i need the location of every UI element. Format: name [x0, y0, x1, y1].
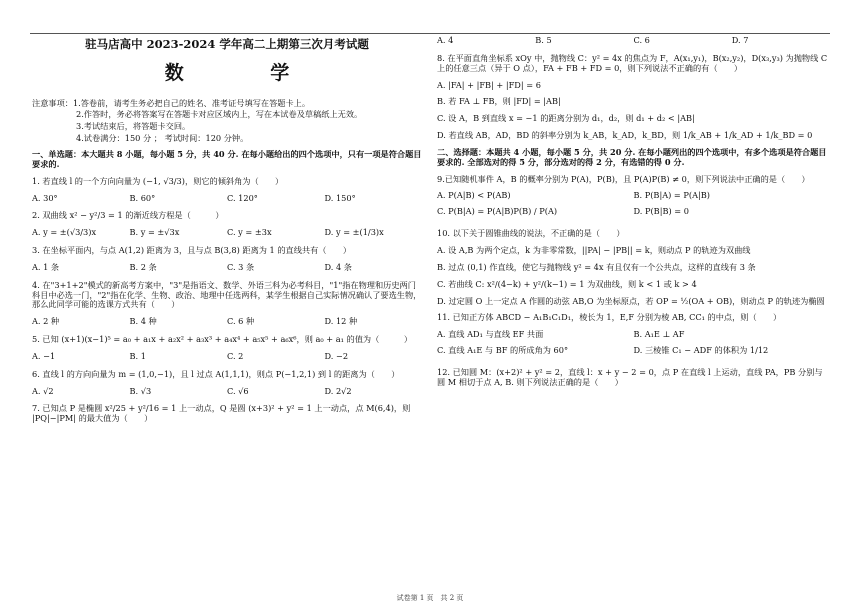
question-11-options: [437, 330, 830, 362]
option-b: B. y = ±√3x: [129, 227, 180, 238]
option-b: B. A₁E ⊥ AF: [633, 329, 685, 340]
option-d: D. 150°: [324, 192, 356, 203]
option-d: D. 三棱锥 C₁ − ADF 的体积为 1/12: [633, 345, 769, 356]
option-a: A. 直线 AD₁ 与直线 EF 共面: [437, 329, 544, 340]
option-d: D. 7: [731, 35, 749, 45]
option-b: B. 若 FA ⊥ FB，则 |FD| = |AB|: [437, 96, 561, 107]
question-5: 5. 已知 (x+1)(x−1)⁵ = a₀ + a₁x + a₂x² + a₃x³ + a₄x⁴ + a₅x⁵ + a₆x⁶，则 a₀ + a₁ 的值为（ ）: [32, 334, 413, 345]
option-b: B. 过点 (0,1) 作直线，使它与抛物线 y² = 4x 有且仅有一个公共点，这样的直线有 3 条: [437, 261, 756, 272]
notice-line: 3.考试结束后，将答题卡交回。: [76, 121, 191, 132]
option-d: D. 2√2: [324, 385, 352, 396]
subject-title: 数 学: [164, 61, 330, 84]
option-d: D. y = ±(1/3)x: [324, 227, 384, 238]
question-7: 7. 已知点 P 是椭圆 x²/25 + y²/16 = 1 上一动点，Q 是圆 (x+3)² + y² = 1 上一动点，点 M(6,4)，则 |PQ|−|PM| 的最大值为（ ）: [32, 403, 411, 424]
option-d: D. 若直线 AB，AD，BD 的斜率分别为 k_AB，k_AD，k_BD，则 1/k_AB + 1/k_AD + 1/k_BD = 0: [437, 130, 813, 141]
option-d: D. −2: [324, 350, 349, 361]
question-10: 10. 以下关于圆锥曲线的说法，不正确的是（ ）: [437, 228, 625, 239]
option-c: C. 若曲线 C: x²/(4−k) + y²/(k−1) = 1 为双曲线，则 k < 1 或 k > 4: [437, 278, 697, 289]
option-b: B. 4 种: [129, 316, 157, 327]
option-c: C. 直线 A₁E 与 BF 的所成角为 60°: [437, 345, 569, 356]
option-a: A. 设 A,B 为两个定点，k 为非零常数，||PA| − |PB|| = k，则动点 P 的轨迹为双曲线: [437, 244, 751, 255]
question-1: 1. 若直线 l 的一个方向向量为 (−1, √3/3)，则它的倾斜角为（ ）: [32, 175, 284, 186]
option-b: B. 2 条: [129, 261, 157, 272]
question-5-options: [32, 352, 422, 362]
option-c: C. 120°: [227, 192, 258, 203]
question-3-options: [32, 263, 422, 273]
question-3: 3. 在坐标平面内，与点 A(1,2) 距离为 3，且与点 B(3,8) 距离为 1 的直线共有（ ）: [32, 245, 352, 256]
question-9-options: [437, 191, 830, 223]
option-c: C. P(B|A) = P(A|B)P(B) / P(A): [437, 206, 558, 217]
question-2-options: [32, 228, 422, 238]
option-a: A. 2 种: [32, 316, 60, 327]
option-d: D. 12 种: [324, 316, 358, 327]
option-a: A. 4: [437, 35, 454, 45]
option-c: C. 6 种: [227, 316, 255, 327]
right-column: [437, 36, 830, 395]
option-b: B. √3: [129, 385, 152, 396]
question-4-options: [32, 317, 422, 327]
option-c: C. y = ±3x: [227, 227, 272, 238]
question-12: 12. 已知圆 M：(x+2)² + y² = 2，直线 l：x + y − 2 = 0，点 P 在直线 l 上运动，直线 PA，PB 分别与圆 M 相切于点 A, B. 则下列说法正确的是（ ）: [437, 366, 823, 387]
question-7-options: [437, 36, 830, 46]
question-11: 11. 已知正方体 ABCD − A₁B₁C₁D₁，棱长为 1，E,F 分别为棱 AB, CC₁ 的中点，则（ ）: [437, 312, 782, 323]
option-d: D. 过定圆 O 上一定点 A 作圆的动弦 AB,O 为坐标原点，若 OP = ½(OA + OB)，则动点 P 的轨迹为椭圆: [437, 295, 825, 306]
option-a: A. y = ±(√3/3)x: [32, 227, 97, 238]
question-4: 4. 在"3+1+2"模式的新高考方案中，"3"是指语文、数学、外语三科为必考科目，"1"指在物理和历史两门科目中必选一门，"2"指在化学、生物、政治、地理中任选两科，某学生根据自己实际情况确认了要选生物，那么此同学可能的选课方式共有（ ）: [32, 279, 422, 310]
question-6-options: [32, 387, 422, 397]
question-8: 8. 在平面直角坐标系 xOy 中，抛物线 C：y² = 4x 的焦点为 F，A(x₁,y₁)，B(x₂,y₂)，D(x₃,y₃) 为抛物线 C 上的任意三点（异于 O 点），FA + FB + FD = 0，则下列说法不正确的有（ ）: [437, 52, 828, 73]
option-c: C. 设 A，B 到直线 x = −1 的距离分别为 d₁，d₂，则 d₁ + d₂ < |AB|: [437, 113, 695, 124]
notice-line: 2.作答时，务必将答案写在答题卡对应区域内上，写在本试卷及草稿纸上无效。: [76, 109, 363, 120]
option-b: B. 1: [129, 350, 146, 361]
left-column: [32, 36, 422, 431]
option-b: B. 60°: [129, 192, 156, 203]
section-single-choice-heading: 一、单选题：本大题共 8 小题，每小题 5 分，共 40 分. 在每小题给出的四个选项中，只有一项是符合题目要求的.: [32, 148, 422, 169]
option-b: B. P(B|A) = P(A|B): [633, 190, 710, 201]
option-c: C. 2: [227, 350, 244, 361]
option-a: A. |FA| + |FB| + |FD| = 6: [437, 79, 541, 90]
option-a: A. P(A|B) < P(AB): [437, 190, 511, 201]
question-6: 6. 直线 l 的方向向量为 m = (1,0,−1)，且 l 过点 A(1,1,1)，则点 P(−1,2,1) 到 l 的距离为（ ）: [32, 368, 400, 379]
option-c: C. 3 条: [227, 261, 255, 272]
option-d: D. 4 条: [324, 261, 352, 272]
question-9: 9.已知随机事件 A，B 的概率分别为 P(A)，P(B)，且 P(A)P(B) ≠ 0，则下列说法中正确的是（ ）: [437, 173, 810, 184]
option-a: A. 1 条: [32, 261, 60, 272]
option-d: D. P(B|B) = 0: [633, 206, 689, 217]
exam-title: 驻马店高中 2023-2024 学年高二上期第三次月考试题: [85, 37, 369, 51]
option-a: A. −1: [32, 350, 56, 361]
option-a: A. 30°: [32, 192, 58, 203]
question-1-options: [32, 194, 422, 204]
section-multi-choice-heading: 二、选择题：本题共 4 小题，每小题 5 分，共 20 分. 在每小题列出的四个选项中，有多个选项是符合题目要求的. 全部选对的得 5 分，部分选对的得 2 分，有选错的得 0 分.: [437, 146, 827, 167]
question-2: 2. 双曲线 x² − y²/3 = 1 的渐近线方程是（ ）: [32, 210, 224, 221]
notice-line: 4.试卷满分：150 分 ； 考试时间：120 分钟。: [76, 133, 249, 144]
option-a: A. √2: [32, 385, 54, 396]
notice-line: 注意事项：1.答卷前，请考生务必把自己的姓名、准考证号填写在答题卡上。: [32, 97, 311, 108]
option-b: B. 5: [535, 35, 552, 45]
page-footer: 试卷第 1 页 共 2 页: [396, 594, 464, 602]
option-c: C. 6: [633, 35, 650, 45]
top-rule: [30, 33, 830, 34]
option-c: C. √6: [227, 385, 249, 396]
